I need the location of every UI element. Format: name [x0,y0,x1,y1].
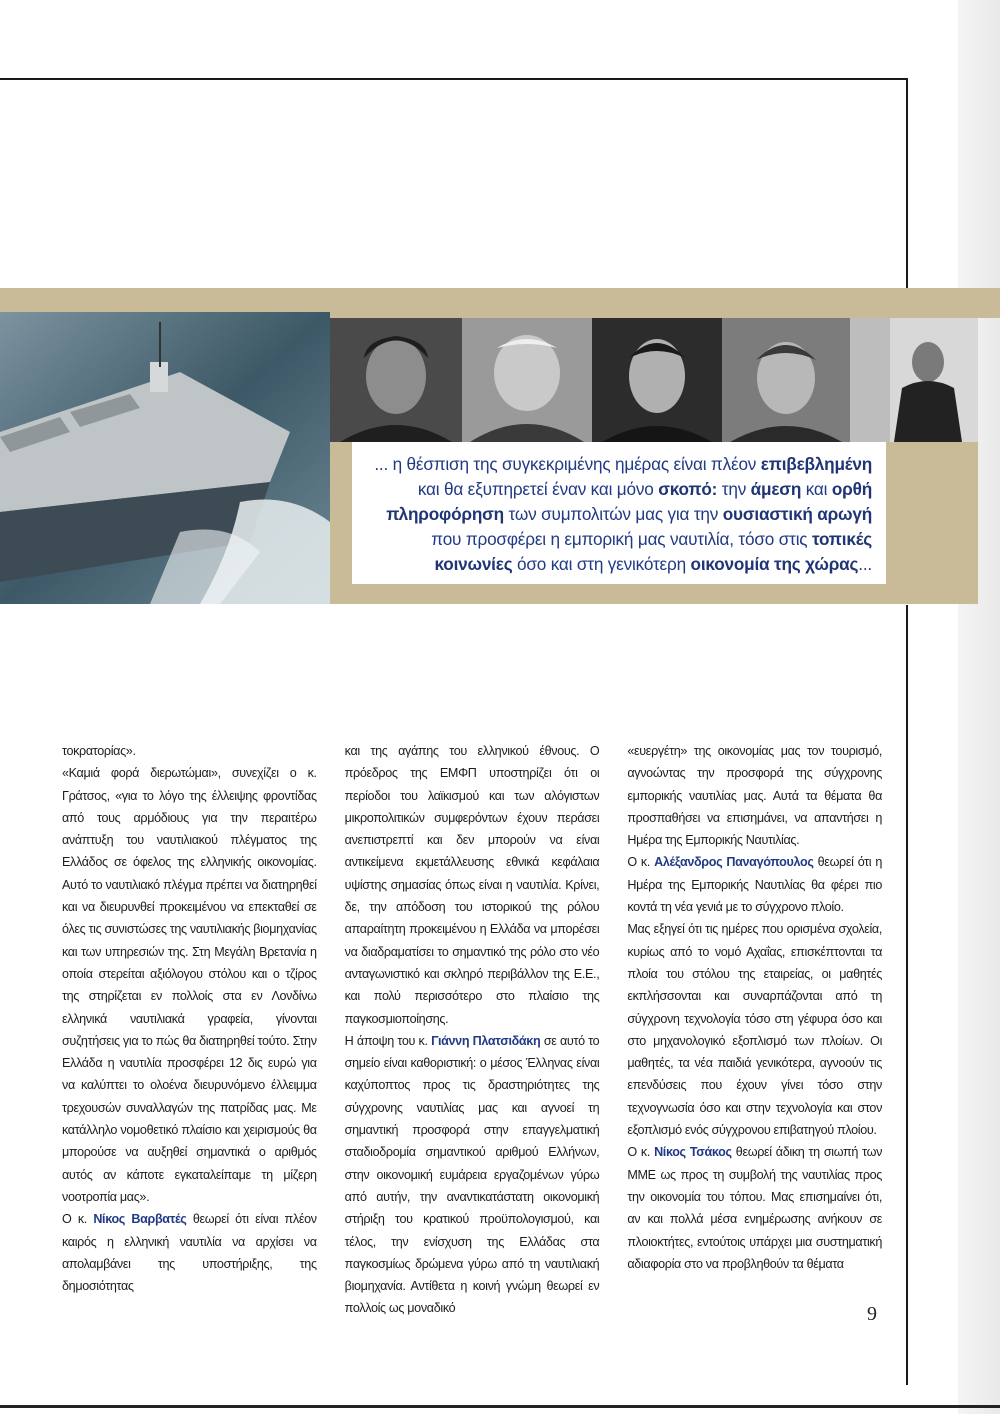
pull-quote-line-4: που προσφέρει η εμπορική μας ναυτιλία, τόσο στις τοπικές [431,529,872,549]
pull-quote-line-1: ... η θέσπιση της συγκεκριμένης ημέρας είναι πλέον επιβεβλημένη [374,454,872,474]
pull-quote-line-3: πληροφόρηση των συμπολιτών μας για την ουσιαστική αρωγή [386,504,872,524]
page-edge-shadow [958,0,1000,1414]
person-name: Νίκος Βαρβατές [93,1212,187,1227]
paragraph: «ευεργέτη» της οικονομίας μας τον τουρισμό, αγνοώντας την προσφορά της σύγχρονης εμπορικής ναυτιλίας μας. Αυτά τα θέματα θα προσπαθήσει να επισημάνει, να απαντήσει η Ημέρα της Εμπορικής Ναυτιλίας. [627,744,883,848]
ship-illustration [0,312,330,604]
portrait-strip [330,318,978,442]
portrait-4 [722,318,850,442]
portrait-figure-icon [330,318,462,442]
column-2 [345,740,600,1320]
portrait-figure-icon [722,318,850,442]
column-3 [627,740,882,1320]
paragraph: Ο κ. Νίκος Τσάκος θεωρεί άδικη τη σιωπή των ΜΜΕ ως προς τη συμβολή της ναυτιλίας προς την οικονομία του τόπου. Μας επισημαίνει ότι, αν και πολλά μέσα ενημέρωσης ανήκουν σε πλοιοκτήτες, εντούτοις υπάρχει μια συστηματική αδιαφορία στο να προβληθούν τα θέματα [627,1145,883,1271]
paragraph: και της αγάπης του ελληνικού έθνους. Ο πρόεδρος της ΕΜΦΠ υποστηρίζει ότι οι περίοδοι του λαϊκισμού και των αλόγιστων μικροπολιτικών συμφερόντων έχουν περάσει ανεπιστρεπτί και δεν μπορούν να είναι αντικείμενα εκμετάλλευσης εθνικά κεφάλαια υψίστης σημασίας όπως είναι η ναυτιλία. Κρίνει, δε, την απόδοση του ιστορικού της ρόλου απαραίτητη προκειμένου η Ελλάδα να μπορέσει να διαδραματίσει το σημαντικό της ρόλο στο νέο ανταγωνιστικό και σκληρό περιβάλλον της Ε.Ε., και πολύ περισσότερο στο πλαίσιο της παγκοσμιοποίησης. [344,744,600,1026]
pull-quote [352,442,886,584]
portrait-3 [592,318,722,442]
paragraph: τοκρατορίας». [62,744,136,758]
paragraph: Ο κ. Νίκος Βαρβατές θεωρεί ότι είναι πλέον καιρός η ελληνική ναυτιλία να αρχίσει να απολαμβάνει της υποστήριξης, της δημοσιότητας [62,1212,317,1294]
portrait-1 [330,318,462,442]
right-rule-lower [906,605,908,1385]
column-1 [62,740,317,1320]
right-rule-upper [906,78,908,288]
article-columns [62,740,882,1320]
top-rule [0,78,908,80]
ship-photo [0,312,330,604]
bottom-rule [0,1405,1000,1408]
pull-quote-line-2: και θα εξυπηρετεί έναν και μόνο σκοπό: την άμεση και ορθή [417,479,872,499]
person-name: Αλέξανδρος Παναγόπουλος [654,855,814,870]
paragraph: Μας εξηγεί ότι τις ημέρες που ορισμένα σχολεία, κυρίως από το νομό Αχαΐας, επισκέπτονται τα πλοία του στόλου της εταιρείας, οι μαθητές εκπλήσσονται και συναρπάζονται από τη σύγχρονη τεχνολογία τόσο στη γέφυρα όσο και στο μηχανολογικό εξοπλισμό των πλοίων. Οι μαθητές, τα νέα παιδιά γενικότερα, αγνοούν τις επενδύσεις που έχουν γίνει τόσο στην τεχνογνωσία όσο και στην τεχνολογία και στον εξοπλισμό ενός σύγχρονου επιβατηγού πλοίου. [627,922,883,1138]
person-name: Νίκος Τσάκος [654,1145,732,1160]
paragraph: Η άποψη του κ. Γιάννη Πλατσιδάκη σε αυτό το σημείο είναι καθοριστική: ο μέσος Έλληνας είναι καχύποπτος προς τις δραστηριότητες της σύγχρονης ναυτιλίας μας και αγνοεί τη σημαντική προσφορά στην επαγγελματική σταδιοδρομία σημαντικού αριθμού Ελλήνων, στην οικονομική ευμάρεια εργαζομένων γύρω από αυτήν, την αναντικατάστατη οικονομική στήριξη του κρατικού προϋπολογισμού, και τέλος, την ενίσχυση της Ελλάδας στα παγκοσμίως δρώμενα γύρω από τη ναυτιλιακή βιομηχανία. Αντίθετα η κοινή γνώμη θεωρεί εν πολλοίς ως μοναδικό [344,1033,600,1316]
paragraph: «Καμιά φορά διερωτώμαι», συνεχίζει ο κ. Γράτσος, «για το λόγο της έλλειψης φροντίδας από τους αρμόδιους για την περαιτέρω ανάπτυξη του ναυτιλιακού πλέγματος της Ελλάδος σε όφελος της ελληνικής οικονομίας. Αυτό το ναυτιλιακό πλέγμα πρέπει να διατηρηθεί και να διευρυνθεί προκειμένου να επεκταθεί σε όλες τις συνιστώσες της ναυτιλιακής βιομηχανίας και των υπηρεσιών της. Στη Μεγάλη Βρετανία η οποία στερείται αξιόλογου στόλου και ο τζίρος της στηρίζεται εν πολλοίς στα εν Λονδίνω ελληνικά ναυτιλιακά γραφεία, γίνονται συζητήσεις για το πώς θα διατηρηθεί τούτο. Στην Ελλάδα η ναυτιλία προσφέρει 12 δις ευρώ για να καλύπτει το ολοένα διευρυνόμενο έλλειμμα τρεχουσών συναλλαγών της πατρίδας μας. Με κατάλληλο νομοθετικό πλαίσιο και χειρισμούς θα μπορούσε να αυξηθεί σημαντικά ο αριθμός αυτός αν κάποτε εγκαταλείπαμε τη μίζερη νοοτροπία μας». [62,766,317,1204]
page-number: 9 [867,1303,877,1325]
person-name: Γιάννη Πλατσιδάκη [431,1033,541,1048]
pull-quote-line-5: κοινωνίες όσο και στη γενικότερη οικονομία της χώρας... [434,554,872,574]
portrait-5 [850,318,978,442]
portrait-figure-icon [462,318,592,442]
portrait-2 [462,318,592,442]
paragraph: Ο κ. Αλέξανδρος Παναγόπουλος θεωρεί ότι η Ημέρα της Εμπορικής Ναυτιλίας θα φέρει πιο κοντά τη νέα γενιά με το σύγχρονο πλοίο. [627,855,883,915]
portrait-figure-icon [592,318,722,442]
portrait-figure-icon [850,318,978,442]
